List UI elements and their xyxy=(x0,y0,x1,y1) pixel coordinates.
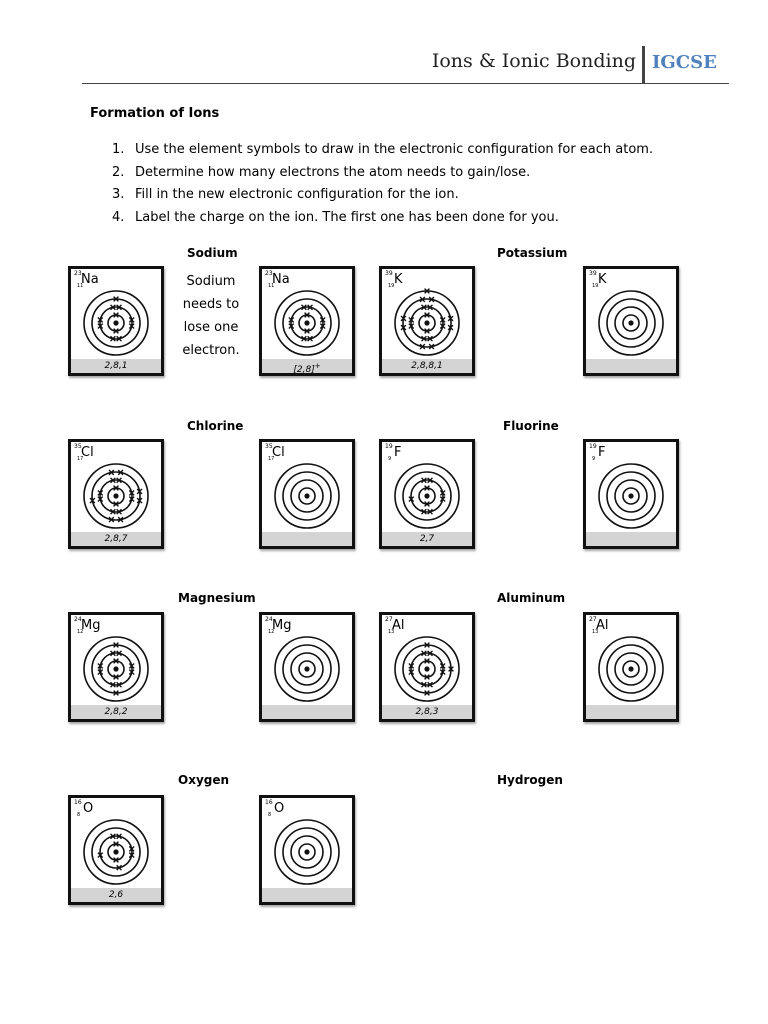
nucleus xyxy=(628,320,633,325)
configuration-box xyxy=(382,532,472,546)
electron-configuration: 2,8,3 xyxy=(415,707,439,717)
nucleus xyxy=(628,493,633,498)
mass-number: 23 xyxy=(265,270,273,277)
nucleus xyxy=(113,849,118,854)
element-symbol: Na xyxy=(81,272,99,287)
atom-card-fluorine xyxy=(379,439,475,549)
instruction-text: Determine how many electrons the atom needs to gain/lose. xyxy=(135,164,531,180)
configuration-box xyxy=(262,705,352,719)
electron-configuration: [2,8] xyxy=(293,365,315,375)
electron-configuration: 2,8,7 xyxy=(104,534,128,544)
nucleus xyxy=(304,666,309,671)
element-label-oxygen: Oxygen xyxy=(178,773,230,787)
element-symbol: Al xyxy=(392,618,405,633)
nucleus xyxy=(424,666,429,671)
shell-diagram xyxy=(391,461,463,529)
mass-number: 39 xyxy=(589,270,597,277)
atom-card-aluminum xyxy=(379,612,475,722)
nucleus xyxy=(628,666,633,671)
element-label-hydrogen: Hydrogen xyxy=(497,773,563,787)
nucleus xyxy=(113,666,118,671)
mass-number: 16 xyxy=(265,799,273,806)
shell-diagram xyxy=(271,817,343,885)
element-label-fluorine: Fluorine xyxy=(503,419,559,433)
nucleus xyxy=(424,320,429,325)
ion-card-fluorine xyxy=(583,439,679,549)
element-symbol: F xyxy=(598,445,606,460)
mass-number: 35 xyxy=(74,443,82,450)
atomic-number: 11 xyxy=(268,283,275,289)
mass-number: 27 xyxy=(589,616,597,623)
atomic-number: 12 xyxy=(77,629,84,635)
mass-number: 19 xyxy=(385,443,393,450)
section-title: Formation of Ions xyxy=(90,106,220,121)
atom-card-potassium xyxy=(379,266,475,376)
configuration-box xyxy=(586,359,676,373)
course-badge: IGCSE xyxy=(652,52,717,73)
instruction-text: Fill in the new electronic configuration for the ion. xyxy=(135,187,459,203)
shell-diagram xyxy=(271,288,343,356)
atomic-number: 19 xyxy=(592,283,599,289)
configuration-box xyxy=(71,532,161,546)
atom-card-sodium xyxy=(68,266,164,376)
mass-number: 19 xyxy=(589,443,597,450)
atomic-number: 13 xyxy=(388,629,395,635)
element-label-sodium: Sodium xyxy=(187,246,238,260)
element-symbol: O xyxy=(83,801,94,816)
ion-card-potassium xyxy=(583,266,679,376)
element-symbol: Cl xyxy=(81,445,94,460)
element-label-chlorine: Chlorine xyxy=(187,419,244,433)
configuration-box xyxy=(382,359,472,373)
mass-number: 24 xyxy=(265,616,273,623)
element-symbol: Mg xyxy=(272,618,292,633)
mass-number: 35 xyxy=(265,443,273,450)
atomic-number: 11 xyxy=(77,283,84,289)
atomic-number: 8 xyxy=(268,812,272,818)
configuration-box xyxy=(586,532,676,546)
shell-diagram xyxy=(595,634,667,702)
note-line: needs to xyxy=(182,297,240,312)
mass-number: 24 xyxy=(74,616,82,623)
nucleus xyxy=(113,320,118,325)
atomic-number: 9 xyxy=(388,456,392,462)
instruction-item xyxy=(112,162,653,185)
shell-diagram xyxy=(271,461,343,529)
note-line: Sodium xyxy=(186,274,236,289)
atom-card-oxygen xyxy=(68,795,164,905)
electron-configuration: 2,8,2 xyxy=(104,707,128,717)
nucleus xyxy=(304,493,309,498)
instruction-text: Label the charge on the ion. The first one has been done for you. xyxy=(135,210,559,226)
nucleus xyxy=(304,849,309,854)
configuration-box xyxy=(262,359,352,373)
mass-number: 39 xyxy=(385,270,393,277)
nucleus xyxy=(304,320,309,325)
instruction-item xyxy=(112,207,653,230)
atomic-number: 8 xyxy=(77,812,81,818)
electron-configuration: 2,7 xyxy=(419,534,435,544)
element-symbol: O xyxy=(274,801,285,816)
shell-diagram xyxy=(391,288,463,356)
instruction-item xyxy=(112,139,653,162)
element-label-magnesium: Magnesium xyxy=(178,591,256,605)
configuration-box xyxy=(71,359,161,373)
note-line: lose one xyxy=(183,320,239,335)
element-symbol: K xyxy=(598,272,607,287)
configuration-box xyxy=(382,705,472,719)
ion-card-sodium xyxy=(259,266,355,376)
configuration-box xyxy=(71,888,161,902)
electron-configuration: 2,6 xyxy=(108,890,124,900)
shell-diagram xyxy=(80,288,152,356)
element-symbol: Mg xyxy=(81,618,101,633)
nucleus xyxy=(424,493,429,498)
shell-diagram xyxy=(595,461,667,529)
ion-card-aluminum xyxy=(583,612,679,722)
ion-card-oxygen xyxy=(259,795,355,905)
ion-charge: + xyxy=(314,362,321,370)
document-title: Ions & Ionic Bonding xyxy=(431,50,636,72)
atomic-number: 13 xyxy=(592,629,599,635)
instruction-list xyxy=(112,139,653,230)
element-symbol: Cl xyxy=(272,445,285,460)
configuration-box xyxy=(262,532,352,546)
shell-diagram xyxy=(271,634,343,702)
instruction-number: 1. xyxy=(112,142,125,157)
atomic-number: 9 xyxy=(592,456,596,462)
instruction-number: 3. xyxy=(112,187,125,203)
configuration-box xyxy=(262,888,352,902)
shell-diagram xyxy=(595,288,667,356)
instruction-text: Use the element symbols to draw in the electronic configuration for each atom. xyxy=(135,142,654,157)
mass-number: 23 xyxy=(74,270,82,277)
atomic-number: 17 xyxy=(77,456,84,462)
note-line: electron. xyxy=(182,343,240,358)
ion-card-chlorine xyxy=(259,439,355,549)
atom-card-chlorine xyxy=(68,439,164,549)
mass-number: 27 xyxy=(385,616,393,623)
configuration-box xyxy=(71,705,161,719)
instruction-number: 2. xyxy=(112,164,125,180)
header-separator xyxy=(642,46,645,84)
atomic-number: 17 xyxy=(268,456,275,462)
instruction-number: 4. xyxy=(112,210,125,226)
electron-configuration: 2,8,1 xyxy=(104,361,128,371)
element-symbol: F xyxy=(394,445,402,460)
shell-diagram xyxy=(80,461,152,529)
header-rule xyxy=(82,83,729,84)
element-label-potassium: Potassium xyxy=(497,246,568,260)
configuration-box xyxy=(586,705,676,719)
element-symbol: Al xyxy=(596,618,609,633)
atomic-number: 12 xyxy=(268,629,275,635)
atomic-number: 19 xyxy=(388,283,395,289)
nucleus xyxy=(113,493,118,498)
sodium-note xyxy=(178,270,244,362)
mass-number: 16 xyxy=(74,799,82,806)
shell-diagram xyxy=(391,634,463,702)
ion-card-magnesium xyxy=(259,612,355,722)
atom-card-magnesium xyxy=(68,612,164,722)
electron-configuration: 2,8,8,1 xyxy=(411,361,443,371)
element-symbol: K xyxy=(394,272,403,287)
element-symbol: Na xyxy=(272,272,290,287)
shell-diagram xyxy=(80,634,152,702)
element-label-aluminum: Aluminum xyxy=(497,591,566,605)
shell-diagram xyxy=(80,817,152,885)
instruction-item xyxy=(112,184,653,207)
